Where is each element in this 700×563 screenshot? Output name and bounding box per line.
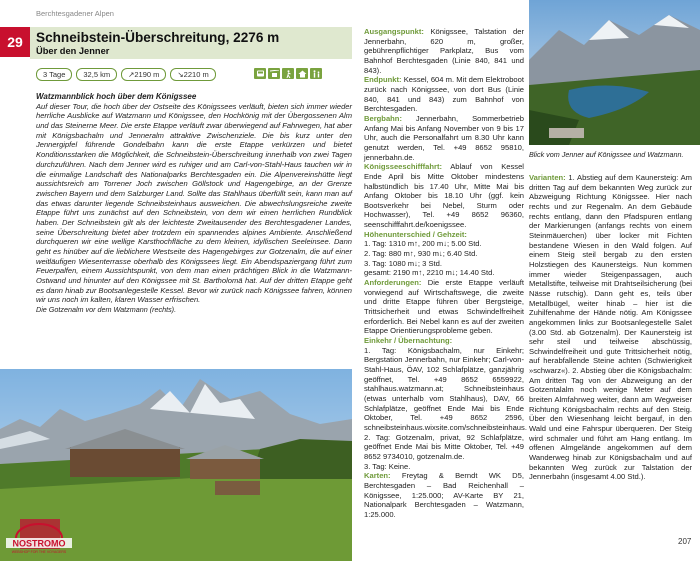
bus-icon: [254, 68, 266, 79]
nostromo-logo: [4, 520, 74, 558]
variants-text: Varianten: 1. Abstieg auf dem Kaunersteig: Am dritten Tag auf dem bekannten Weg zurück zur Abzweigung Richtung Königssee. Hier nach rechts und zur Regenalm. An dem Gebäude rechts entlang, dann den Pfadspuren entlang der Markierungen (anfangs rechts von einem Steinmäuerchen) über locker mit Fichten bestandene Wiesen in den Wald folgen. Auf einem Steig steil bergab zu den ersten Holzstiegen des Kaunersteigs. Nun kommen immer wieder Steigenpassagen, auch Metallstifte, teilweise mit Drahtseilsicherung (bei Nässe rutschig). Dann geht es, teils über Metallbügel, weiter hinab – hier ist die Zuhilfenahme der Hände nötig. Am Königssee angekommen links zur Bootsanlegestelle Salet (3.00 Std. ab Gotzenalm). Der Kaunersteig ist sehr steil und teilweise abschüssig, Schwindelfreiheit und gute Trittsicherheit nötig, auf herabfallende Steine achten (Schwierigkeit »schwarz«). 2. Abstieg über die Königsbachalm: Am dritten Tag von der Abzweigung an der Gotzentalalm noch wenige Meter auf dem breiten Almfahrweg weiter, dann am Wegweiser Richtung Königsbachalm rechts auf den Steig. Über den Wiesenhang leicht bergauf, in den Wald und eine Fahrspur überqueren. Der Steig wird schmaler und führt am Hang entlang. Im offenen Almgelände angekommen auf dem Wanderweg hinab zur Königsbachalm und auf bekannten Weg zurück zur Talstation der Jennerbahn (insgesamt 4.00 Std.).: [529, 173, 692, 482]
intro-text-block: [36, 92, 352, 315]
svg-text:NOSTROMO: NOSTROMO: [12, 538, 66, 549]
info-entry: 3. Tag: 1080 m↓; 3 Std.: [364, 258, 442, 268]
info-entry: Königsseeschifffahrt: Ablauf von Kessel Ende April bis Mitte Oktober mindestens halbstündlich bis 17.40 Uhr, Mitte Mai bis Anfang Oktober bis 18.10 Uhr (ggf. kein Bootsverkehr bei Nebel, Sturm oder Hochwasser), Tel. +49 8652 96360, seenschifffahrt.de/koenigssee.: [364, 162, 524, 230]
info-entry: Ausgangspunkt: Königssee, Talstation der Jennerbahn, 620 m, großer, gebührenpflichtiger Parkplatz, Bus vom Bahnhof Berchtesgaden (Linie 840, 841 und 843).: [364, 27, 524, 75]
info-entry: gesamt: 2190 m↑, 2210 m↓; 14.40 Std.: [364, 268, 495, 278]
cable-car-icon: [268, 68, 280, 79]
info-entry: Einkehr / Übernachtung:: [364, 336, 453, 345]
intro-heading: Watzmannblick hoch über dem Königssee: [36, 92, 197, 101]
photo-koenigssee: [529, 0, 700, 145]
tour-title: Schneibstein-Überschreitung, 2276 m: [36, 30, 280, 45]
region-label: Berchtesgadener Alpen: [36, 9, 114, 18]
tour-number-badge: 29: [0, 27, 30, 57]
descent-chip: ↘2210 m: [170, 68, 215, 81]
info-entry: 3. Tag: Keine.: [364, 461, 411, 471]
info-entry: Höhenunterschied / Gehzeit:: [364, 229, 467, 239]
distance-chip: 32,5 km: [76, 68, 117, 81]
variants-column: [529, 150, 692, 482]
tour-icons: [254, 68, 322, 79]
tour-stats: [36, 68, 216, 81]
svg-text:WEBSHOP FOR THE VOYAGERS: WEBSHOP FOR THE VOYAGERS: [11, 550, 67, 554]
mountain-hut-icon: [296, 68, 308, 79]
info-entry: 2. Tag: 880 m↑, 930 m↓; 6.40 Std.: [364, 249, 478, 259]
hiker-icon: [282, 68, 294, 79]
photo-caption-koenigssee: Blick vom Jenner auf Königssee und Watzmann.: [529, 150, 684, 159]
info-entry: Endpunkt: Kessel, 604 m. Mit dem Elektroboot zurück nach Königssee, von dort Bus (Linie 840, 841 und 843) zum Bahnhof von Berchtesgaden.: [364, 75, 524, 114]
ascent-chip: ↗2190 m: [121, 68, 166, 81]
info-entry: 1. Tag: Königsbachalm, nur Einkehr; Bergstation Jennerbahn, nur Einkehr; Carl-von-Stahl-Haus, ÖAV, 102 Schlafplätze, ganzjährig geöffnet, Tel. +49 8652 6559922, stahlhaus.watzmann.at; Schneibsteinhaus (etwas unterhalb vom Stahlhaus), DAV, 66 Schlafplätze, geöffnet Ende Mai bis Ende Oktober, Tel. +49 8652 2596, schneibsteinhaus.wixsite.com/schneibsteinhaus.: [364, 345, 527, 432]
info-entry: Bergbahn: Jennerbahn, Sommerbetrieb Anfang Mai bis Anfang November von 9 bis 17 Uhr, auch die Personalfahrt um 8.30 Uhr kann genutzt werden, Tel. +49 8652 95810, jennerbahn.de.: [364, 113, 524, 162]
info-column: [364, 27, 527, 519]
duration-chip: 3 Tage: [36, 68, 72, 81]
photo-caption-gotzenalm: Die Gotzenalm vor dem Watzmann (rechts).: [36, 305, 177, 315]
info-entry: 2. Tag: Gotzenalm, privat, 92 Schlafplätze, geöffnet Ende Mai bis Mitte Oktober, Tel. +49 8652 9734010, gotzenalm.de.: [364, 432, 524, 461]
intro-body: Auf dieser Tour, die hoch über der Ostseite des Königssees verläuft, bieten sich immer wieder herrliche Ausblicke auf Watzmann und Königssee, den Hochkönig mit der Übergossenen Alm und das Steinerne Meer. Die erste Etappe verläuft zwar überwiegend auf Fahrwegen, hat aber mit Königsbachalm und Jenneralm attraktive Zwischenziele. Die bis kurz unter den Jennergipfel führende Gondelbahn kann die erste Etappe verkürzen und bietet Konditionsstarken die Möglichkeit, die Schneibstein-Überschreitung innerhalb von zwei Tagen durchzuführen. Nach dem Jenner wird es ruhiger und am Carl-von-Stahl-Haus tauchen wir in die einmalige Landschaft des Nationalparks Berchtesgaden ein. Die Alpenvereinshütte liegt aussichtsreich am Torrener Joch zwischen Göllstock und Hagengebirge, an der Grenze zwischen Bayern und dem Salzburger Land. Sollte das Stahlhaus überfüllt sein, kann man auf das etwas darunter liegende Schneibsteinhaus ausweichen. Die abwechslungsreiche zweite Etappe führt uns zunächst auf den Schneibstein, von dem wir einen herrlichen Rundblick haben. Der Schneibstein gilt als der leichteste Zweitausender des Berchtesgadener Landes, seine Überschreitung bietet aber trotzdem ein spannendes alpines Ambiente. Anschließend durchqueren wir eine wellige Karsthochfläche zu dem kleinen, idyllischen Seeleinsee. Dann geht es hinüber auf die lieblichere Westseite des Hagengebirges zur Gotzenalm, die auf einer weitläufigen Wiesenterrasse oberhalb des Königssees liegt. Ein Abendspaziergang führt zum Feuerpalfen, einem Aussichtspunkt, von dem man einen prächtigen Blick in die Watzmann-Ostwand und hinunter auf den Königssee mit St. Bartholomä hat. Auf der dritten Etappe geht es dann hinab zur Bootsanlegestelle Kessel. Bevor wir zurück nach Königssee fahren, können wir uns noch im kalten, klaren Wasser erfrischen.: [36, 101, 352, 305]
page-number: 207: [678, 537, 692, 546]
info-entry: Karten: Freytag & Berndt WK D5, Berchtesgaden – Bad Reichenhall – Königssee, 1:25.000; AV-Karte BY 21, Nationalpark Berchtesgaden – Watzmann, 1:25.000.: [364, 471, 524, 519]
tour-subtitle: Über den Jenner: [36, 46, 110, 56]
family-icon: [310, 68, 322, 79]
info-entry: Anforderungen: Die erste Etappe verläuft vorwiegend auf Wirtschaftswege, die zweite und dritte Etappe führen über Bergsteige, Trittsicherheit und etwas Schwindelfreiheit erforderlich. Bei Nebel kann es auf der zweiten Etappe Orientierungsprobleme geben.: [364, 278, 524, 336]
info-entry: 1. Tag: 1310 m↑, 200 m↓; 5.00 Std.: [364, 239, 482, 249]
